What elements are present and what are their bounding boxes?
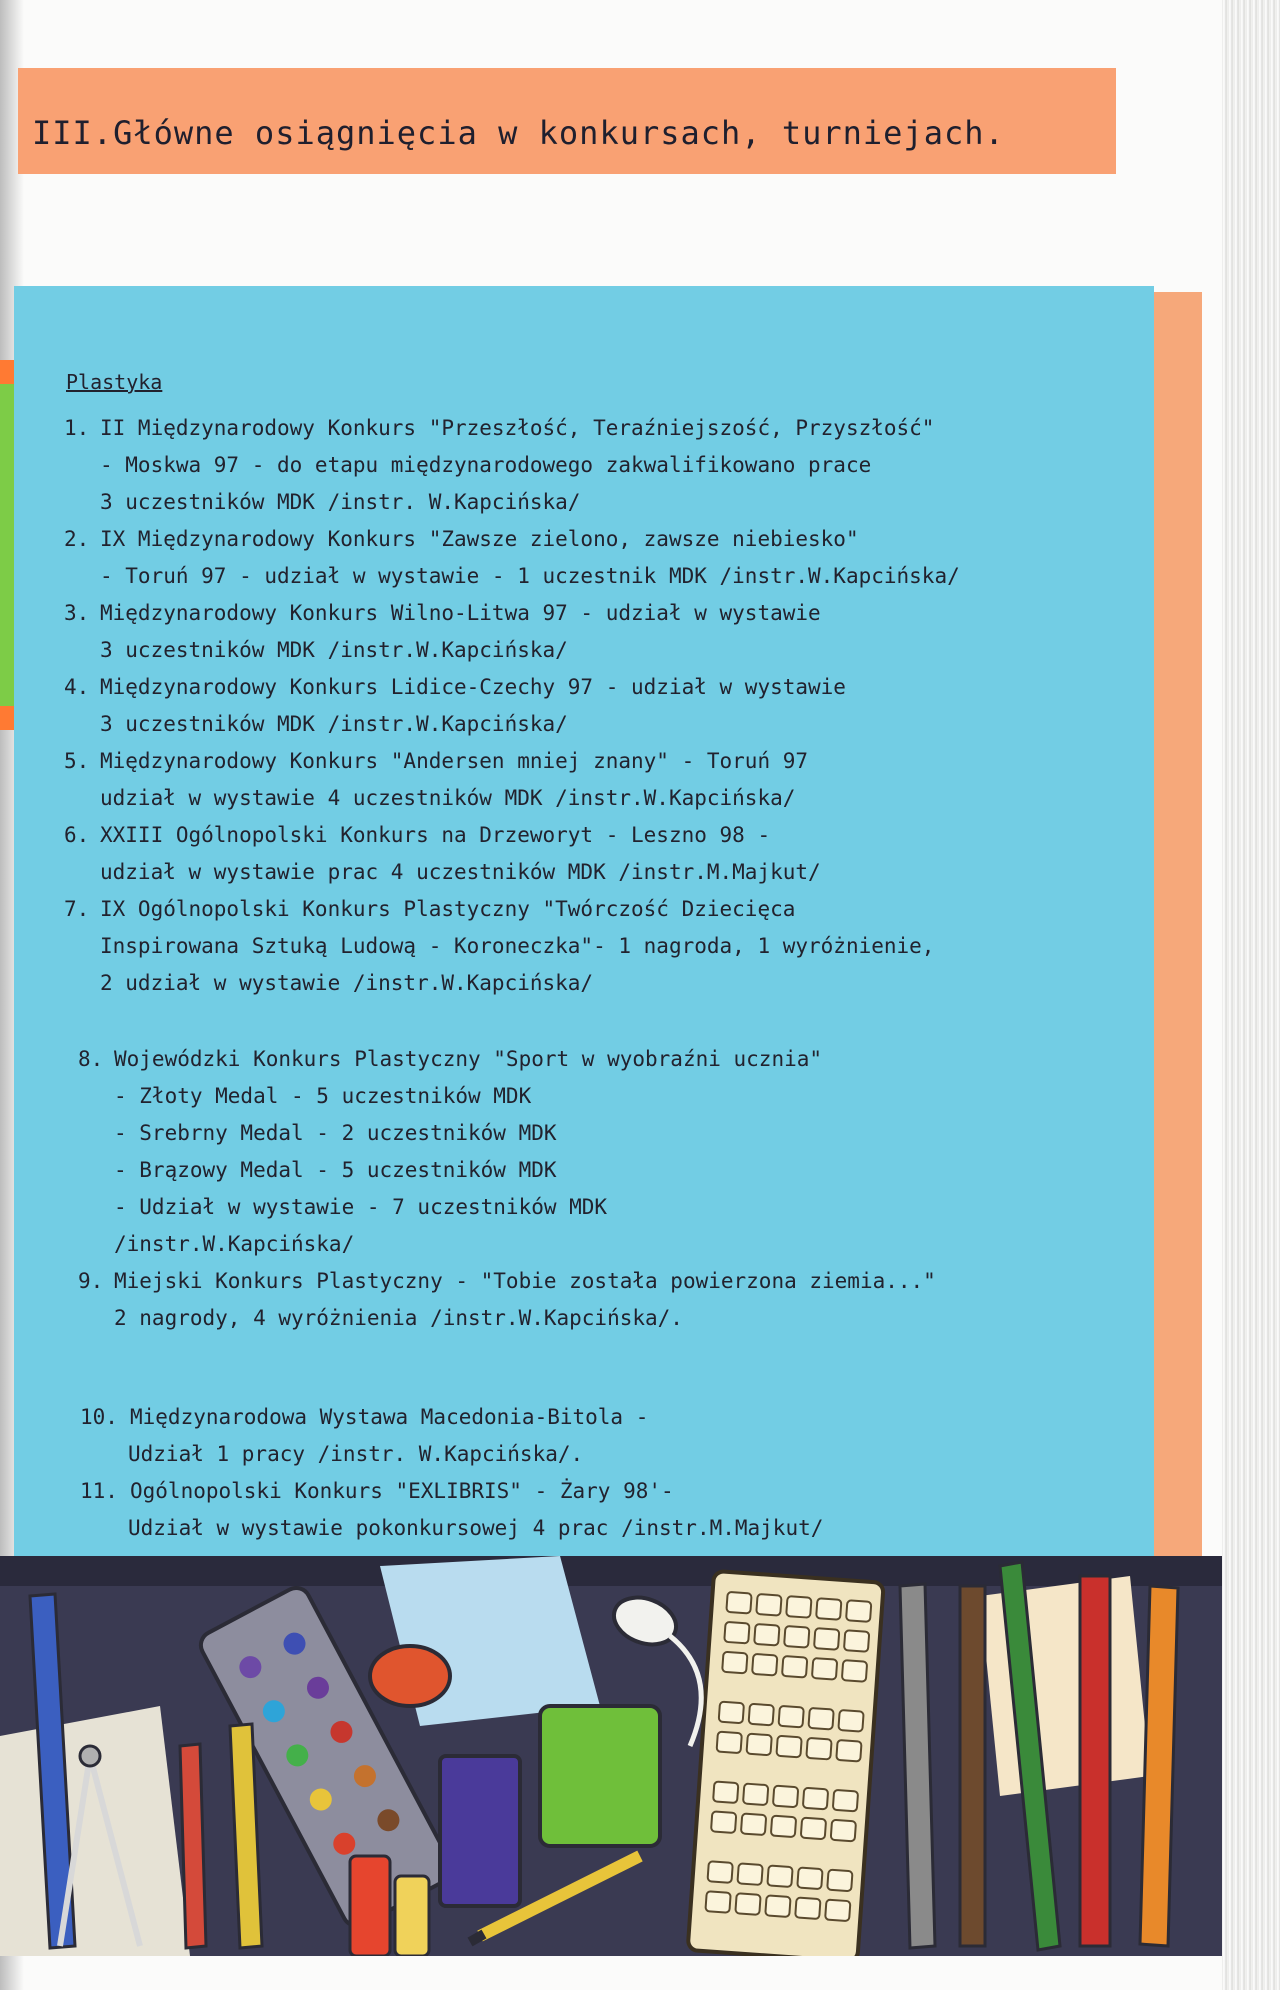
item-line: Międzynarodowa Wystawa Macedonia-Bitola - — [130, 1405, 649, 1429]
item-line: Udział 1 pracy /instr. W.Kapcińska/. — [128, 1442, 584, 1466]
item-number: 5. — [64, 749, 90, 773]
list-item — [64, 891, 1124, 1002]
item-line: IX Międzynarodowy Konkurs "Zawsze zielono, zawsze niebiesko" — [100, 527, 859, 551]
item-line: - Udział w wystawie - 7 uczestników MDK — [114, 1195, 608, 1219]
item-number: 2. — [64, 527, 90, 551]
list-item — [64, 817, 1124, 891]
item-line: Międzynarodowy Konkurs Wilno-Litwa 97 - udział w wystawie — [100, 601, 821, 625]
item-line: - Brązowy Medal - 5 uczestników MDK — [114, 1158, 557, 1182]
list-item — [64, 595, 1124, 669]
item-number: 8. — [78, 1047, 104, 1071]
item-line: 2 udział w wystawie /instr.W.Kapcińska/ — [100, 971, 594, 995]
item-line: - Moskwa 97 - do etapu międzynarodowego zakwalifikowano prace — [100, 453, 872, 477]
item-line: II Międzynarodowy Konkurs "Przeszłość, Teraźniejszość, Przyszłość" — [100, 416, 935, 440]
item-line: XXIII Ogólnopolski Konkurs na Drzeworyt - Leszno 98 - — [100, 823, 771, 847]
list-item — [64, 410, 1124, 521]
art-supplies-drawing — [0, 1556, 1222, 1956]
item-line: 3 uczestników MDK /instr.W.Kapcińska/ — [100, 638, 568, 662]
list-item — [64, 521, 1124, 595]
side-tab-inner — [0, 384, 14, 706]
item-line: Międzynarodowy Konkurs "Andersen mniej znany" - Toruń 97 — [100, 749, 809, 773]
item-line: 3 uczestników MDK /instr.W.Kapcińska/ — [100, 712, 568, 736]
item-line: udział w wystawie 4 uczestników MDK /instr.W.Kapcińska/ — [100, 786, 796, 810]
page-stack-edge — [1222, 0, 1280, 1990]
item-number: 6. — [64, 823, 90, 847]
art-supplies-illustration — [0, 1556, 1222, 1956]
item-line: 3 uczestników MDK /instr. W.Kapcińska/ — [100, 490, 581, 514]
item-line: - Złoty Medal - 5 uczestników MDK — [114, 1084, 532, 1108]
list-item — [80, 1399, 1140, 1473]
item-line: 2 nagrody, 4 wyróżnienia /instr.W.Kapcińska/. — [114, 1306, 683, 1330]
list-item — [80, 1473, 1140, 1547]
list-item — [64, 743, 1124, 817]
item-number: 4. — [64, 675, 90, 699]
item-line: IX Ogólnopolski Konkurs Plastyczny "Twórczość Dziecięca — [100, 897, 796, 921]
item-number: 1. — [64, 416, 90, 440]
item-line: Inspirowana Sztuką Ludową - Koroneczka"- 1 nagroda, 1 wyróżnienie, — [100, 934, 935, 958]
item-line: Miejski Konkurs Plastyczny - "Tobie została powierzona ziemia..." — [114, 1269, 936, 1293]
section-title: III.Główne osiągnięcia w konkursach, turniejach. — [32, 114, 1005, 152]
item-number: 9. — [78, 1269, 104, 1293]
list-item — [78, 1263, 1138, 1337]
achievements-panel — [14, 286, 1154, 1556]
item-line: - Toruń 97 - udział w wystawie - 1 uczestnik MDK /instr.W.Kapcińska/ — [100, 564, 960, 588]
item-line: /instr.W.Kapcińska/ — [114, 1232, 355, 1256]
category-heading: Plastyka — [66, 370, 163, 394]
item-line: udział w wystawie prac 4 uczestników MDK /instr.M.Majkut/ — [100, 860, 821, 884]
list-item — [78, 1041, 1138, 1263]
item-line: Ogólnopolski Konkurs "EXLIBRIS" - Żary 98'- — [130, 1479, 674, 1503]
list-item — [64, 669, 1124, 743]
item-line: Wojewódzki Konkurs Plastyczny "Sport w wyobraźni ucznia" — [114, 1047, 823, 1071]
item-line: Udział w wystawie pokonkursowej 4 prac /instr.M.Majkut/ — [128, 1516, 824, 1540]
item-number: 3. — [64, 601, 90, 625]
item-number: 10. — [80, 1405, 118, 1429]
item-number: 11. — [80, 1479, 118, 1503]
item-line: Międzynarodowy Konkurs Lidice-Czechy 97 - udział w wystawie — [100, 675, 846, 699]
item-number: 7. — [64, 897, 90, 921]
title-band — [18, 68, 1116, 174]
item-line: - Srebrny Medal - 2 uczestników MDK — [114, 1121, 557, 1145]
